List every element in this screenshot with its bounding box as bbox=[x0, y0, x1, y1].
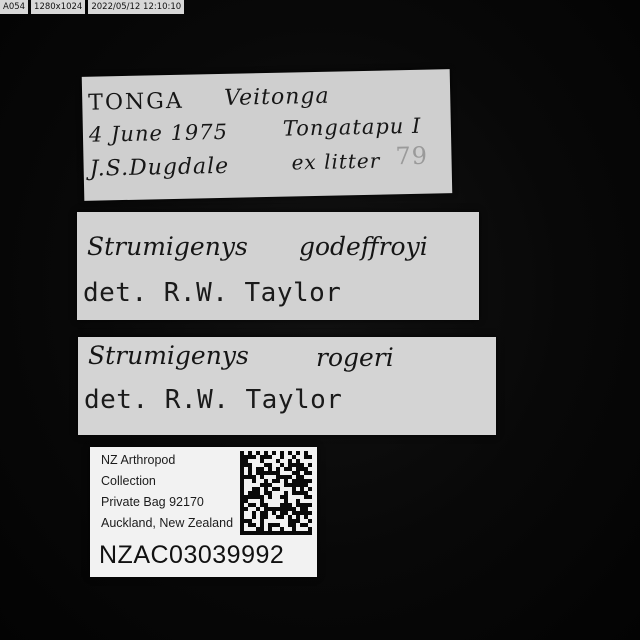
specimen-code: NZAC03039992 bbox=[99, 541, 285, 569]
address-line: Auckland, New Zealand bbox=[101, 516, 234, 530]
determination-label bbox=[77, 212, 479, 320]
camera-overlay bbox=[0, 0, 184, 14]
determiner-text: det. R.W. Taylor bbox=[84, 385, 343, 415]
nzac-barcode-label bbox=[90, 447, 317, 577]
species-epithet: godeffroyi bbox=[299, 232, 428, 261]
collection-number-text: 79 bbox=[395, 141, 429, 171]
collection-date-text: 4 June 1975 bbox=[88, 119, 229, 147]
locality-text: Veitonga bbox=[223, 83, 330, 111]
datamatrix-code-icon bbox=[240, 451, 312, 535]
country-text: TONGA bbox=[88, 88, 184, 116]
species-epithet: rogeri bbox=[316, 343, 394, 372]
determiner-text: det. R.W. Taylor bbox=[83, 278, 342, 308]
determination-label bbox=[78, 337, 496, 435]
island-text: Tongatapu I bbox=[282, 113, 422, 141]
institution-line: NZ Arthropod bbox=[101, 453, 176, 467]
address-line: Private Bag 92170 bbox=[101, 495, 204, 509]
camera-id: A054 bbox=[0, 0, 28, 14]
image-resolution: 1280x1024 bbox=[31, 0, 85, 14]
genus-name: Strumigenys bbox=[87, 232, 248, 261]
collector-text: J.S.Dugdale bbox=[89, 153, 230, 182]
collection-data-label bbox=[82, 69, 453, 201]
capture-datetime: 2022/05/12 12:10:10 bbox=[88, 0, 184, 14]
genus-name: Strumigenys bbox=[88, 341, 249, 370]
institution-line: Collection bbox=[101, 474, 156, 488]
substrate-text: ex litter bbox=[291, 148, 381, 175]
